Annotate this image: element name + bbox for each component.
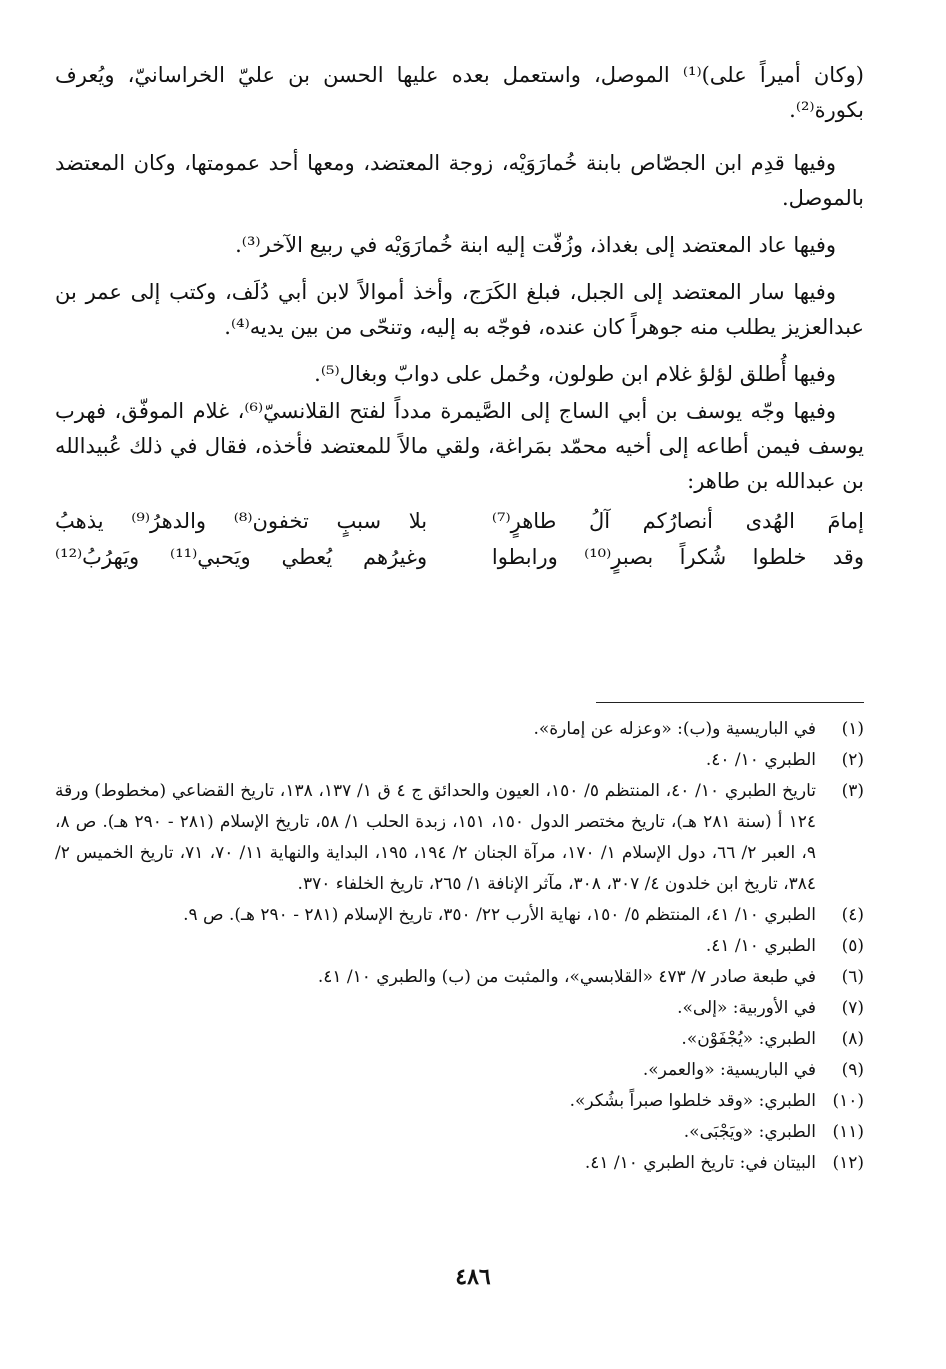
paragraph-3: وفيها عاد المعتضد إلى بغداذ، وزُفّت إليه ابنة خُمارَوَيْه في ربيع الآخر⁽³⁾.: [235, 233, 836, 257]
footnote: [55, 1148, 864, 1179]
paragraph-2: وفيها قدِم ابن الجصّاص بابنة خُمارَوَيْه، زوجة المعتضد، ومعها أحد عمومتها، وكان المعتضد بالموصل.: [55, 151, 864, 210]
footnote: [55, 962, 864, 993]
footnote: [55, 1086, 864, 1117]
footnote: [55, 931, 864, 962]
footnotes: [55, 714, 864, 1179]
footnote-text: تاريخ الطبري ١٠/ ٤٠، المنتظم ٥/ ١٥٠، العيون والحدائق ج ٤ ق ١/ ١٣٧، ١٣٨، تاريخ القضاعي (مخطوط) ورقة ١٢٤ أ (سنة ٢٨١ هـ)، تاريخ مختصر الدول ١٥٠، ١٥١، زبدة الحلب ١/ ٥٨، تاريخ الإسلام (٢٨١ - ٢٩٠ هـ). ص ٨، ٩، العبر ٢/ ٦٦، دول الإسلام ١/ ١٧٠، مرآة الجنان ٢/ ١٩٤، ١٩٥، البداية والنهاية ١١/ ٧٠، ٧١، تاريخ الخميس ٢/ ٣٨٤، تاريخ ابن خلدون ٤/ ٣٠٧، ٣٠٨، مآثر الإنافة ١/ ٢٦٥، تاريخ الخلفاء ٣٧٠.: [55, 781, 817, 894]
footnote-number: (٨): [841, 1029, 864, 1049]
footnote-number: (٣): [841, 781, 864, 801]
footnote-text: الطبري ١٠/ ٤١.: [705, 936, 816, 956]
footnote: [55, 1055, 864, 1086]
footnote: [55, 714, 864, 745]
poem-hemistich: وغيرُهم يُعطي ويَحبي⁽¹¹⁾ ويَهرُبُ⁽¹²⁾: [55, 545, 428, 569]
footnote: [55, 993, 864, 1024]
footnote-number: (٧): [841, 998, 864, 1018]
footnote-text: الطبري: «ويَجْبَى».: [683, 1122, 816, 1142]
footnote-number: (٥): [841, 936, 864, 956]
main-text: [55, 58, 864, 575]
page-number: ٤٨٦: [455, 1264, 491, 1290]
footnote-number: (١٢): [832, 1153, 864, 1173]
footnote-text: الطبري ١٠/ ٤٠.: [705, 750, 816, 770]
footnote: [55, 745, 864, 776]
poem-hemistich: وقد خلطوا شُكراً بصبرٍ⁽¹⁰⁾ ورابطوا: [491, 545, 864, 569]
poem-hemistich: إمامَ الهُدى أنصارُكم آلُ طاهرٍ⁽⁷⁾: [491, 509, 864, 533]
footnote-number: (٦): [841, 967, 864, 987]
paragraph-1: (وكان أميراً على)⁽¹⁾ الموصل، واستعمل بعده عليها الحسن بن عليّ الخراسانيّ، ويُعرف بكورة⁽²⁾.: [55, 63, 864, 122]
footnote-separator: [596, 702, 864, 703]
footnote-text: في الباريسية: «والعمر».: [642, 1060, 816, 1080]
footnote-number: (٩): [841, 1060, 864, 1080]
footnote-text: في الأوربية: «إلى».: [677, 998, 816, 1018]
footnote-text: في طبعة صادر ٧/ ٤٧٣ «القلابسي»، والمثبت من (ب) والطبري ١٠/ ٤١.: [317, 967, 816, 987]
poem-verse-1: [55, 503, 864, 539]
footnote: [55, 900, 864, 931]
poem-verse-2: [55, 539, 864, 575]
poem-hemistich: بلا سببٍ تخفون⁽⁸⁾ والدهرُ⁽⁹⁾ يذهبُ: [55, 509, 428, 533]
paragraph-4: وفيها سار المعتضد إلى الجبل، فبلغ الكَرَج، وأخذ أموالاً لابن أبي دُلَف، وكتب إلى عمر بن عبدالعزيز يطلب منه جوهراً كان عنده، فوجّه به إليه، وتنحّى من بين يديه⁽⁴⁾.: [55, 280, 864, 339]
footnote-number: (٤): [841, 905, 864, 925]
footnote-text: الطبري: «وقد خلطوا صبراً بشُكر».: [569, 1091, 816, 1111]
poem: [55, 503, 864, 575]
footnote-number: (١٠): [832, 1091, 864, 1111]
footnote: [55, 1117, 864, 1148]
paragraph-5: وفيها أُطلق لؤلؤ غلام ابن طولون، وحُمل على دوابّ وبغال⁽⁵⁾.: [314, 362, 836, 386]
footnote-text: الطبري: «يُجْفَوْن».: [681, 1029, 816, 1049]
footnote-text: البيتان في: تاريخ الطبري ١٠/ ٤١.: [584, 1153, 816, 1173]
footnote-number: (٢): [841, 750, 864, 770]
footnote-text: في الباريسية و(ب): «وعزله عن إمارة».: [533, 719, 816, 739]
footnote-number: (١١): [832, 1122, 864, 1142]
footnote-number: (١): [841, 719, 864, 739]
footnote-text: الطبري ١٠/ ٤١، المنتظم ٥/ ١٥٠، نهاية الأرب ٢٢/ ٣٥٠، تاريخ الإسلام (٢٨١ - ٢٩٠ هـ). ص ٩.: [183, 905, 816, 925]
footnote: [55, 1024, 864, 1055]
footnote: [55, 776, 864, 900]
paragraph-6: وفيها وجّه يوسف بن أبي الساج إلى الصَّيمرة مدداً لفتح القلانسيّ⁽⁶⁾، غلام الموفّق، فهرب يوسف فيمن أطاعه إلى أخيه محمّد بمَراغة، ولقي مالاً للمعتضد فأخذه، فقال في ذلك عُبيدالله بن عبدالله بن طاهر:: [55, 399, 864, 493]
